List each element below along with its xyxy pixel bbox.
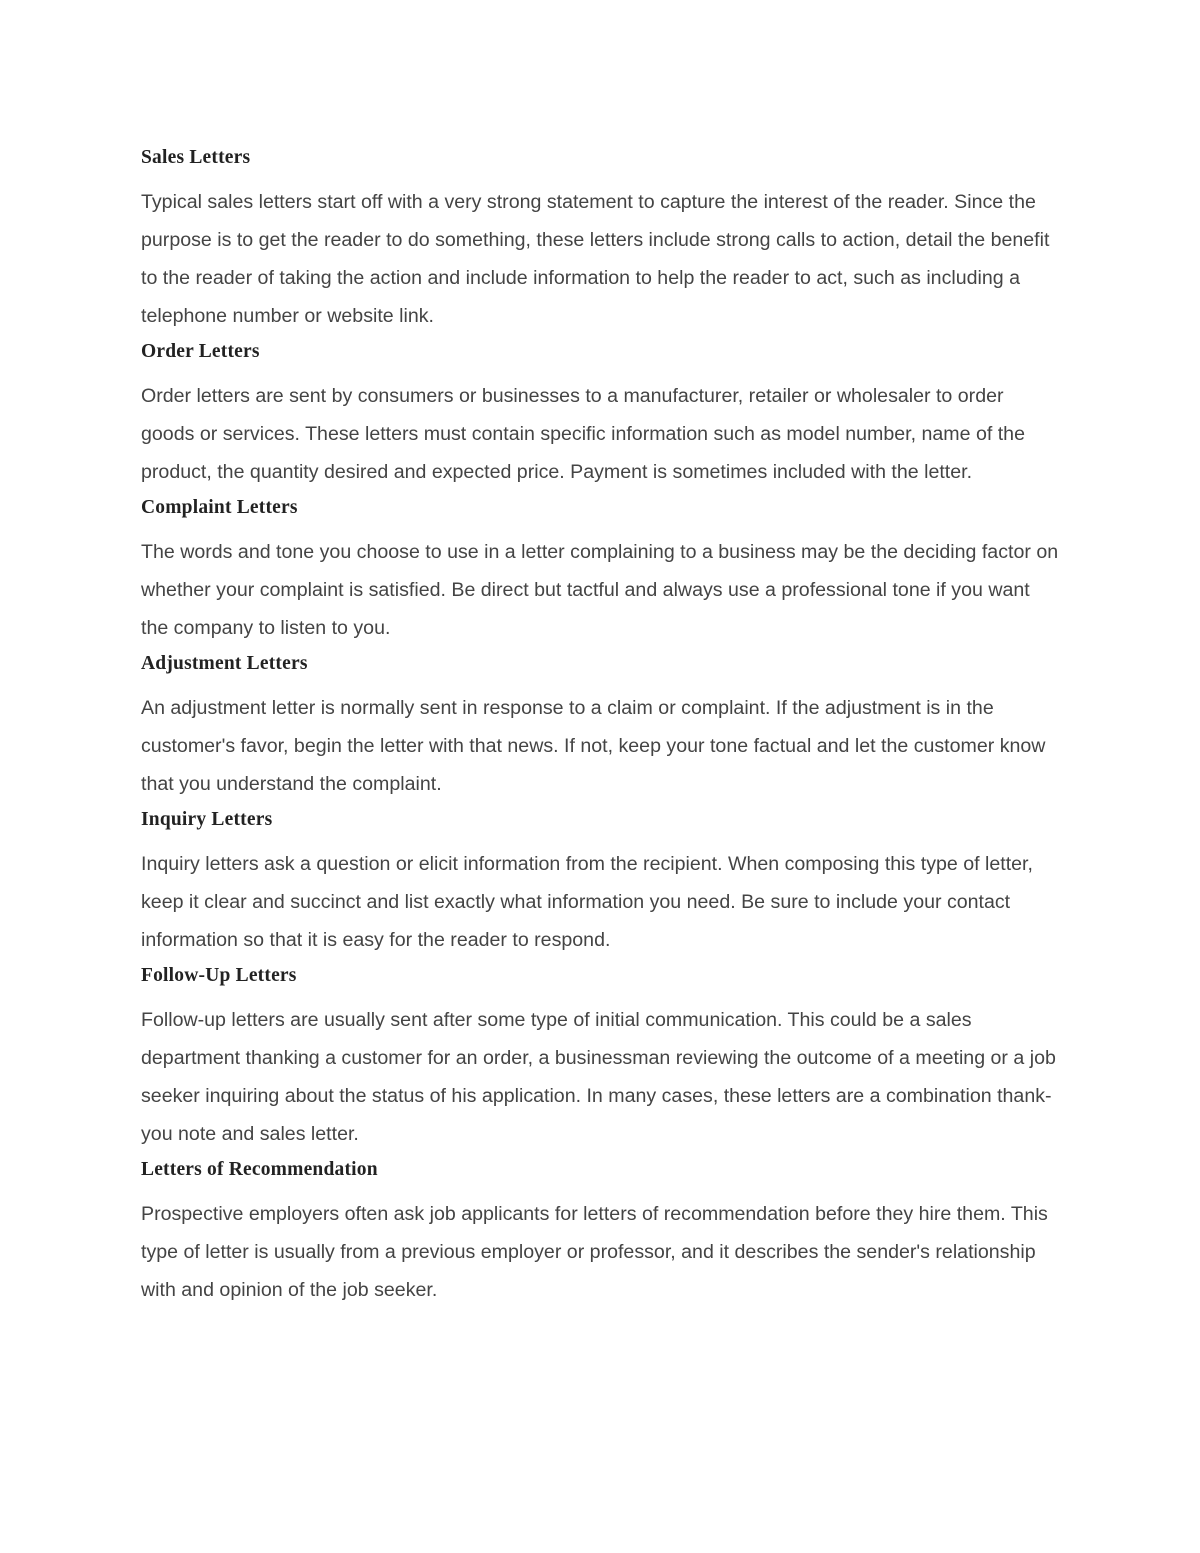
section-body: Prospective employers often ask job applicants for letters of recommendation before they hire them. This type of letter is usually from a previous employer or professor, and it describes the sender's relationship with and opinion of the job seeker. [141,1203,1048,1301]
section-sales-letters [141,145,1061,335]
section-heading: Adjustment Letters [141,653,308,674]
section-adjustment-letters [141,651,1061,803]
section-order-letters [141,339,1061,491]
section-heading: Letters of Recommendation [141,1159,378,1180]
section-heading: Order Letters [141,341,260,362]
section-body: The words and tone you choose to use in a letter complaining to a business may be the deciding factor on whether your complaint is satisfied. Be direct but tactful and always use a professional tone if you want the company to listen to you. [141,541,1059,639]
section-complaint-letters [141,495,1061,647]
section-letters-of-recommendation [141,1157,1061,1309]
section-heading: Inquiry Letters [141,809,273,830]
section-heading: Sales Letters [141,147,251,168]
section-inquiry-letters [141,807,1061,959]
section-follow-up-letters [141,963,1061,1153]
section-body: Typical sales letters start off with a very strong statement to capture the interest of the reader. Since the purpose is to get the reader to do something, these letters include strong calls to action, detail the benefit to the reader of taking the action and include information to help the reader to act, such as including a telephone number or website link. [141,191,1050,327]
section-heading: Follow-Up Letters [141,965,297,986]
section-body: Order letters are sent by consumers or businesses to a manufacturer, retailer or wholesaler to order goods or services. These letters must contain specific information such as model number, name of the product, the quantity desired and expected price. Payment is sometimes included with the letter. [141,385,1025,483]
document-content [141,145,1061,1313]
section-heading: Complaint Letters [141,497,298,518]
section-body: Follow-up letters are usually sent after some type of initial communication. This could be a sales department thanking a customer for an order, a businessman reviewing the outcome of a meeting or a job seeker inquiring about the status of his application. In many cases, these letters are a combination thank-you note and sales letter. [141,1009,1056,1145]
section-body: An adjustment letter is normally sent in response to a claim or complaint. If the adjustment is in the customer's favor, begin the letter with that news. If not, keep your tone factual and let the customer know that you understand the complaint. [141,697,1046,795]
section-body: Inquiry letters ask a question or elicit information from the recipient. When composing this type of letter, keep it clear and succinct and list exactly what information you need. Be sure to include your contact information so that it is easy for the reader to respond. [141,853,1033,951]
